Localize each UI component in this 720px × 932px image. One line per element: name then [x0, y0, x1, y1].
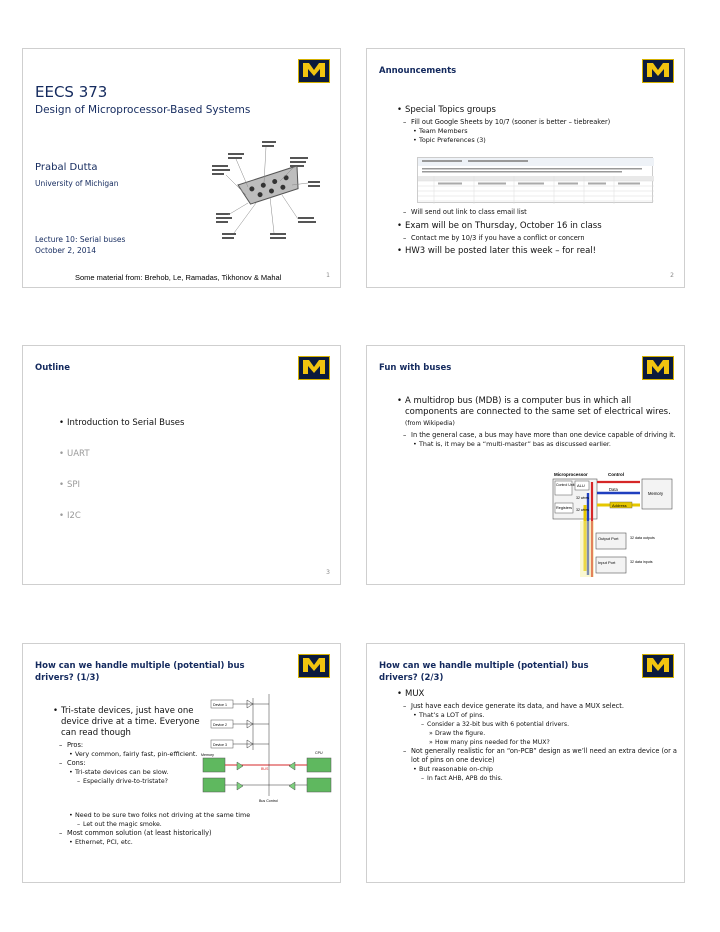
bullet-most-common: – Most common solution (at least historically): [53, 829, 335, 838]
label-input-port: Input Port: [598, 560, 616, 565]
label-output-port: Output Port: [598, 536, 619, 541]
wikipedia-citation: (from Wikipedia): [405, 420, 455, 427]
slide-title: How can we handle multiple (potential) bus drivers? (2/3): [379, 661, 589, 683]
bullet-drive-to-tristate: – Especially drive-to-tristate?: [53, 777, 203, 786]
mux-bullets: [397, 689, 677, 783]
label-cpu: CPU: [315, 751, 323, 755]
label-device-3: Device 3: [213, 743, 227, 747]
slide-title: Fun with buses: [379, 363, 452, 373]
label-bus-control: Bus Control: [259, 799, 278, 803]
bullet-magic-smoke: – Let out the magic smoke.: [53, 820, 335, 829]
bullet-exam-conflict: – Contact me by 10/3 if you have a conflict or concern: [397, 234, 679, 243]
announcement-list: [397, 105, 679, 145]
label-memory: Memory: [648, 491, 664, 496]
multidrop-definition: A multidrop bus (MDB) is a computer bus in which all components are connected to the same set of electrical wires.: [405, 396, 671, 417]
michigan-logo: [642, 654, 674, 678]
page-number: 1: [326, 272, 330, 279]
bullet-exam: • Exam will be on Thursday, October 16 in class: [397, 221, 679, 232]
bullet-multidrop: [397, 396, 677, 429]
michigan-logo: [298, 654, 330, 678]
slide-6: [366, 643, 685, 883]
bullet-mux: • MUX: [397, 689, 677, 700]
bullet-email-link: – Will send out link to class email list: [397, 208, 679, 217]
label-device-1: Device 1: [213, 703, 227, 707]
label-bus: BUS: [261, 767, 269, 771]
slide-1: [22, 48, 341, 288]
outline-item-spi: • SPI: [59, 480, 184, 491]
slide-title: Outline: [35, 363, 70, 373]
bullet-hw3: • HW3 will be posted later this week – for real!: [397, 246, 679, 257]
label-32-wires-b: 32 wires: [576, 508, 590, 512]
outline-list: [59, 418, 184, 542]
bullet-cons: – Cons:: [53, 759, 203, 768]
bullet-on-chip: • But reasonable on-chip: [397, 765, 677, 774]
bullet-draw-figure: » Draw the figure.: [397, 729, 677, 738]
michigan-logo: [298, 356, 330, 380]
tristate-bus-diagram: [201, 688, 335, 806]
slide-title: How can we handle multiple (potential) bus drivers? (1/3): [35, 661, 245, 683]
slide-title: Announcements: [379, 66, 457, 76]
slide-3: [22, 345, 341, 585]
bus-diagram: [552, 471, 677, 581]
bullet-how-many-pins: » How many pins needed for the MUX?: [397, 738, 677, 747]
label-address: Address: [612, 503, 627, 508]
author-name: Prabal Dutta: [35, 162, 98, 173]
label-data: Data: [609, 487, 618, 492]
bullet-ethernet-pci: • Ethernet, PCI, etc.: [53, 838, 335, 847]
page-number: 3: [326, 569, 330, 576]
label-control: Control: [608, 472, 624, 477]
label-alu: ALU: [577, 483, 585, 488]
michigan-logo: [642, 59, 674, 83]
google-sheet-screenshot: [417, 157, 653, 203]
bullet-two-drivers: • Need to be sure two folks not driving at the same time: [53, 811, 335, 820]
bus-bullets: [397, 396, 677, 449]
bullet-topic-preferences: • Topic Preferences (3): [397, 136, 679, 145]
lecture-info: [35, 234, 125, 256]
bullet-tristate: • Tri-state devices, just have one device drive at a time. Everyone can read though: [53, 706, 203, 739]
slide-5: [22, 643, 341, 883]
label-registers: Registers: [556, 506, 573, 510]
bullet-cons-slow: • Tri-state devices can be slow.: [53, 768, 203, 777]
serial-connector-figure: [208, 137, 328, 247]
slide-2: [366, 48, 685, 288]
bullet-32-bit-bus: – Consider a 32-bit bus with 6 potential drivers.: [397, 720, 677, 729]
affiliation: University of Michigan: [35, 179, 119, 188]
bullet-special-topics: • Special Topics groups: [397, 105, 679, 116]
bullet-team-members: • Team Members: [397, 127, 679, 136]
label-data-outputs: 32 data outputs: [630, 536, 655, 540]
bullet-ahb-apb: – In fact AHB, APB do this.: [397, 774, 677, 783]
label-device-2: Device 2: [213, 723, 227, 727]
footer-credits: Some material from: Brehob, Le, Ramadas, Tikhonov & Mahal: [75, 273, 282, 282]
michigan-logo: [298, 59, 330, 83]
page-number: 2: [670, 272, 674, 279]
lecture-title: Lecture 10: Serial buses: [35, 235, 126, 244]
bullet-mux-select: – Just have each device generate its data, and have a MUX select.: [397, 702, 677, 711]
label-32-wires-a: 32 wires: [576, 496, 590, 500]
bullet-pros: – Pros:: [53, 741, 203, 750]
course-title: EECS 373: [35, 83, 108, 101]
outline-item-serial-buses: • Introduction to Serial Buses: [59, 418, 184, 429]
slide-4: [366, 345, 685, 585]
michigan-logo: [642, 356, 674, 380]
label-memory: Memory: [201, 753, 214, 757]
label-data-inputs: 32 data inputs: [630, 560, 653, 564]
bullet-google-sheets: – Fill out Google Sheets by 10/7 (sooner is better – tiebreaker): [397, 118, 679, 127]
bullet-lot-of-pins: • That’s a LOT of pins.: [397, 711, 677, 720]
outline-item-uart: • UART: [59, 449, 184, 460]
bullet-not-realistic: – Not generally realistic for an “on-PCB” design as we’ll need an extra device (or a lot of pins on one device): [397, 747, 677, 765]
tristate-bullets: [53, 706, 203, 786]
course-subtitle: Design of Microprocessor-Based Systems: [35, 104, 251, 116]
outline-item-i2c: • I2C: [59, 511, 184, 522]
bullet-pros-detail: • Very common, fairly fast, pin-efficient.: [53, 750, 203, 759]
label-microprocessor: Microprocessor: [554, 472, 588, 477]
bullet-multi-master: • That is, it may be a “multi-master” bas as discussed earlier.: [397, 440, 677, 449]
bullet-general-case: – In the general case, a bus may have more than one device capable of driving it.: [397, 431, 677, 440]
label-control-unit: Control Unit: [556, 483, 575, 487]
lecture-date: October 2, 2014: [35, 246, 97, 255]
